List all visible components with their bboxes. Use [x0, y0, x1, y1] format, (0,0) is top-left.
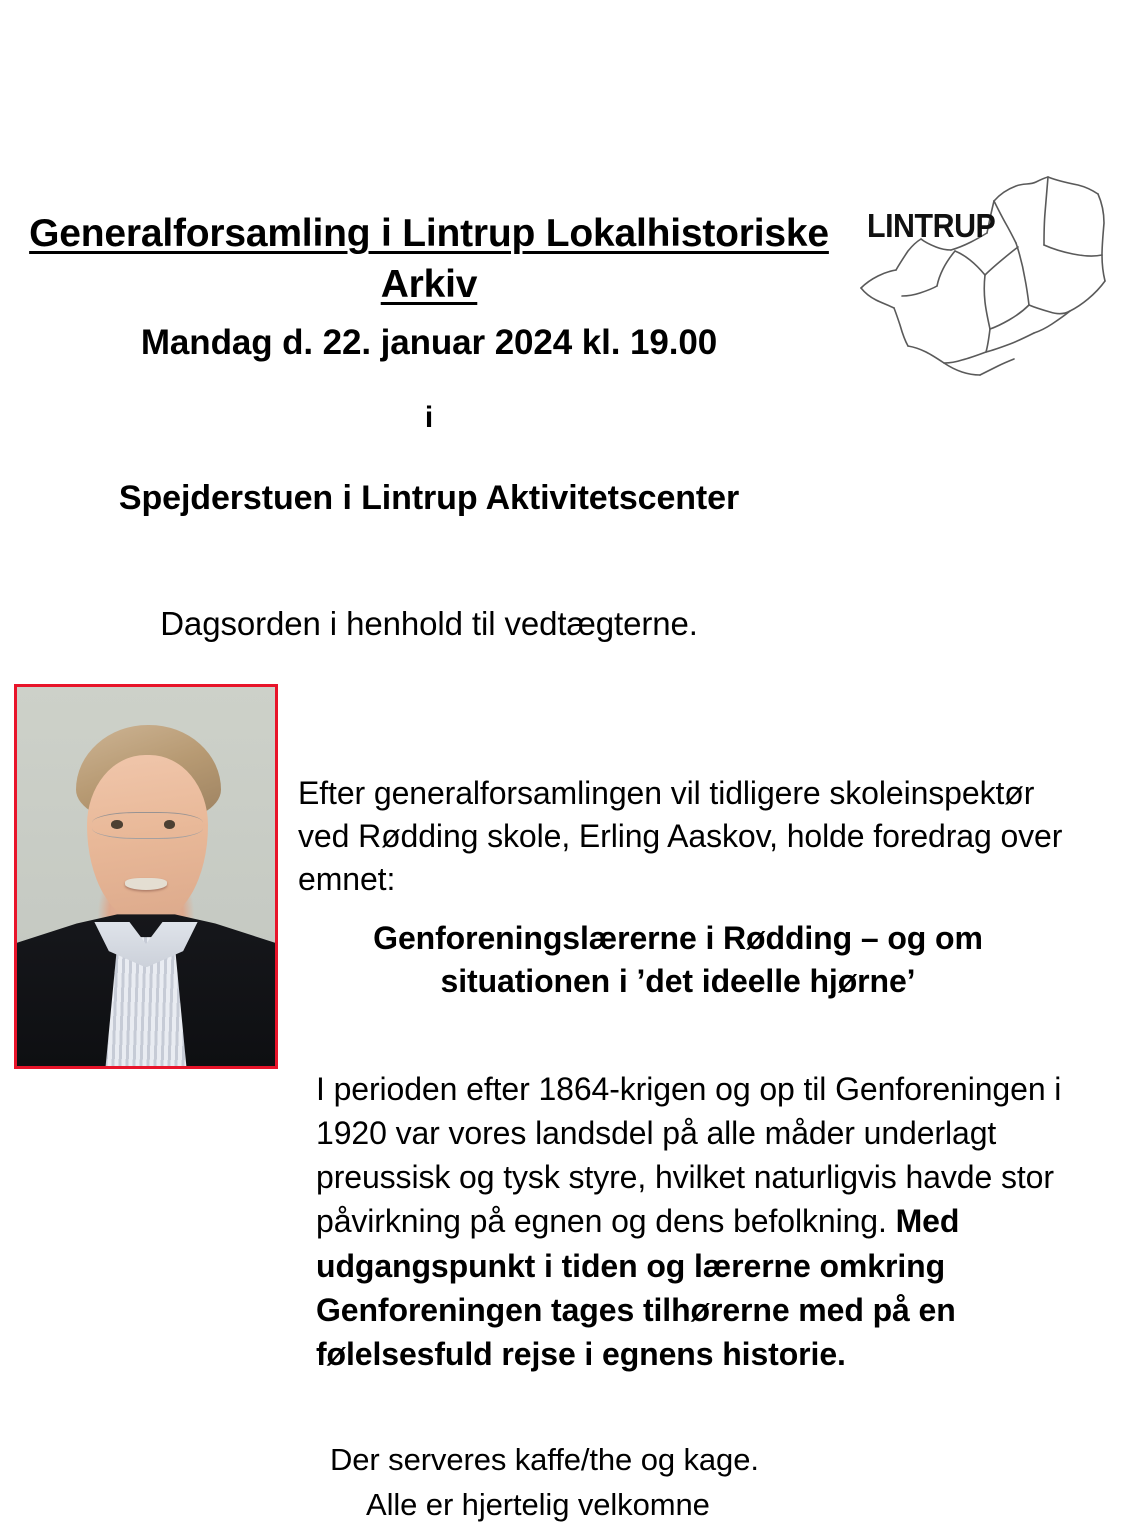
- closing-line-refreshments: Der serveres kaffe/the og kage.: [330, 1442, 759, 1477]
- lecture-title: Genforeningslærerne i Rødding – og om situationen i ’det ideelle hjørne’: [373, 920, 983, 999]
- portrait-glasses: [92, 812, 203, 839]
- speaker-portrait: [14, 684, 278, 1069]
- parish-map-icon: [858, 165, 1126, 380]
- closing-notes: [316, 1438, 1016, 1528]
- portrait-mouth: [125, 878, 166, 889]
- lecture-intro: Efter generalforsamlingen vil tidligere skoleinspektør ved Rødding skole, Erling Aaskov, holde foredrag over emnet:: [298, 775, 1063, 897]
- event-venue: Spejderstuen i Lintrup Aktivitetscenter: [118, 479, 740, 517]
- agenda-note: Dagsorden i henhold til vedtægterne.: [160, 605, 698, 642]
- abstract-text-bold: Med udgangspunkt i tiden og lærerne omkring Genforeningen tages tilhørerne med på en følelsesfuld rejse i egnens historie.: [316, 1203, 960, 1372]
- lecture-abstract: [316, 1067, 1091, 1376]
- lintrup-logo: [858, 165, 1126, 380]
- portrait-eye-right: [164, 820, 175, 828]
- logo-wordmark: LINTRUP: [867, 207, 996, 244]
- event-date-line: Mandag d. 22. januar 2024 kl. 19.00: [140, 323, 718, 362]
- portrait-eye-left: [111, 820, 122, 828]
- closing-line-welcome: Alle er hjertelig velkomne: [366, 1486, 710, 1522]
- speaker-portrait-image: [17, 687, 275, 1066]
- event-connector: i: [424, 401, 434, 434]
- page-title: Generalforsamling i Lintrup Lokalhistoriske Arkiv: [29, 212, 829, 306]
- abstract-text-plain: I perioden efter 1864-krigen og op til Genforeningen i 1920 var vores landsdel på alle måder underlagt preussisk og tysk styre, hvilket naturligvis havde stor påvirkning på egnen og dens befolkning.: [316, 1071, 1062, 1240]
